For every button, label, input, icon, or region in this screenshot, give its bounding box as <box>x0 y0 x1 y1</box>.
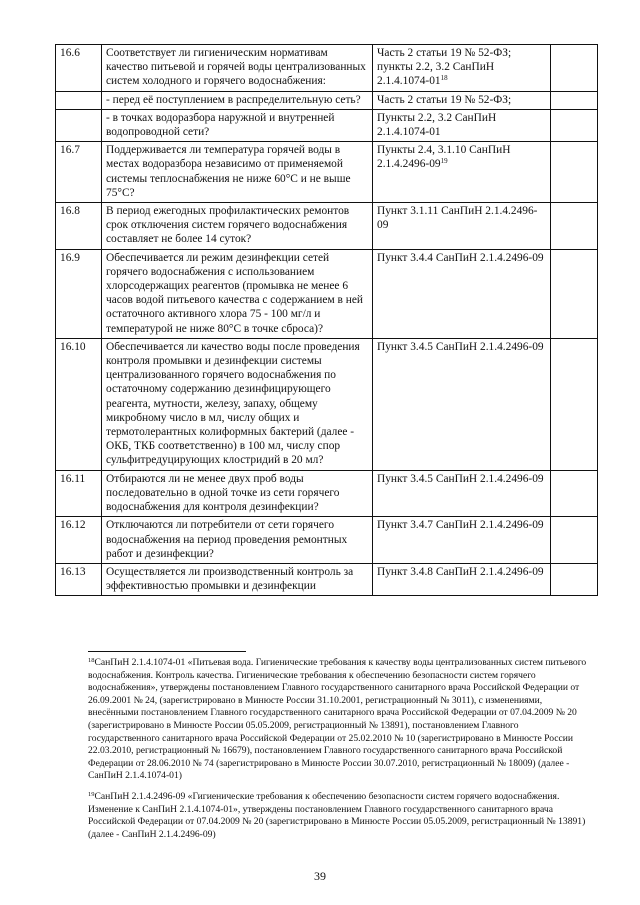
table-row <box>56 142 598 203</box>
answer-cell <box>551 91 598 109</box>
footnote-marker: 19 <box>440 157 448 166</box>
table-row <box>56 203 598 250</box>
legal-reference <box>373 109 551 141</box>
checklist-table <box>55 44 598 596</box>
answer-cell <box>551 45 598 92</box>
footnote-text: СанПиН 2.1.4.2496-09 «Гигиенические требования к обеспечению безопасности систем горячего водоснабжения. Изменение к СанПиН 2.1.4.1074-01», утверждены постановлением Главного государственного санитарного врача Российской Федерации от 07.04.2009 № 20 (зарегистрировано в Минюсте России 05.05.2009, регистрационный № 13891) (далее - СанПиН 2.1.4.2496-09) <box>88 790 586 840</box>
reference-text: Пункты 2.2, 3.2 СанПиН 2.1.4.1074-01 <box>377 111 497 139</box>
item-number: 16.11 <box>56 470 102 517</box>
reference-text: Пункт 3.4.8 СанПиН 2.1.4.2496-09 <box>377 565 544 578</box>
legal-reference <box>373 142 551 203</box>
requirement-question: Осуществляется ли производственный контроль за эффективностью промывки и дезинфекции <box>102 563 373 595</box>
item-number: 16.13 <box>56 563 102 595</box>
footnotes <box>88 657 588 849</box>
reference-text: Пункт 3.4.5 СанПиН 2.1.4.2496-09 <box>377 340 544 353</box>
reference-text: Пункт 3.1.11 СанПиН 2.1.4.2496-09 <box>377 205 538 232</box>
checklist-body <box>56 45 598 596</box>
requirement-question: В период ежегодных профилактических ремонтов срок отключения систем горячего водоснабжения составляет не более 14 суток? <box>102 203 373 250</box>
table-row <box>56 249 598 338</box>
answer-cell <box>551 249 598 338</box>
table-row <box>56 470 598 517</box>
answer-cell <box>551 203 598 250</box>
table-row <box>56 563 598 595</box>
legal-reference <box>373 338 551 470</box>
footnote-text: СанПиН 2.1.4.1074-01 «Питьевая вода. Гигиенические требования к качеству воды централизованных систем питьевого водоснабжения. Контроль качества. Гигиенические требования к обеспечению безопасности систем горячего водоснабжения», утверждены постановлением Главного государственного санитарного врача Российской Федерации от 26.09.2001 № 24, (зарегистрировано в Минюсте России 31.10.2001, регистрационный № 3011), с изменениями, внесёнными постановлением Главного государственного санитарного врача Российской Федерации от 07.04.2009 № 20 (зарегистрировано в Минюсте России 05.05.2009, регистрационный № 13891), постановлением Главного государственного санитарного врача Российской Федерации от 25.02.2010 № 10 (зарегистрировано в Минюсте России 22.03.2010, регистрационный № 16679), постановлением Главного государственного санитарного врача Российской Федерации от 28.06.2010 № 74 (зарегистрировано в Минюсте России 30.07.2010, регистрационный № 18009) (далее - СанПиН 2.1.4.1074-01) <box>88 657 587 782</box>
item-number: 16.8 <box>56 203 102 250</box>
reference-text: Часть 2 статьи 19 № 52-ФЗ; пункты 2.2, 3.2 СанПиН 2.1.4.1074-01 <box>377 47 512 88</box>
requirement-question: Отбираются ли не менее двух проб воды последовательно в одной точке из сети горячего водоснабжения для контроля дезинфекции? <box>102 470 373 517</box>
answer-cell <box>551 109 598 141</box>
requirement-question: Поддерживается ли температура горячей воды в местах водоразбора независимо от применяемой системы теплоснабжения не ниже 60°С и не выше 75°С? <box>102 142 373 203</box>
requirement-question: Обеспечивается ли качество воды после проведения контроля промывки и дезинфекции системы централизованного горячего водоснабжения по остаточному содержанию дезинфицирующего реагента, мутности, железу, запаху, общему микробному число в мл, числу общих и термотолерантных колиформных бактерий (далее - ОКБ, ТКБ соответственно) в 100 мл, числу спор сульфитредуцирующих клостридий в 20 мл? <box>102 338 373 470</box>
item-number: 16.9 <box>56 249 102 338</box>
footnote-mark: 18 <box>88 657 95 664</box>
item-number: 16.7 <box>56 142 102 203</box>
requirement-question: Отключаются ли потребители от сети горячего водоснабжения на период проведения ремонтных работ и дезинфекции? <box>102 517 373 564</box>
footnote <box>88 657 588 783</box>
table-row <box>56 45 598 92</box>
answer-cell <box>551 470 598 517</box>
footnote-divider <box>88 651 246 652</box>
answer-cell <box>551 563 598 595</box>
requirement-question: Обеспечивается ли режим дезинфекции сетей горячего водоснабжения с использованием хлорсодержащих реагентов (промывка не менее 6 часов водой питьевого качества с содержанием в ней остаточного активного хлора 75 - 100 мг/л и температурой не ниже 80°С в точке сброса)? <box>102 249 373 338</box>
legal-reference <box>373 91 551 109</box>
item-number: 16.12 <box>56 517 102 564</box>
footnote <box>88 791 588 841</box>
legal-reference <box>373 203 551 250</box>
requirement-question: - в точках водоразбора наружной и внутренней водопроводной сети? <box>102 109 373 141</box>
table-row <box>56 91 598 109</box>
answer-cell <box>551 142 598 203</box>
legal-reference <box>373 249 551 338</box>
table-row <box>56 109 598 141</box>
answer-cell <box>551 517 598 564</box>
reference-text: Пункт 3.4.5 СанПиН 2.1.4.2496-09 <box>377 472 544 485</box>
footnote-mark: 19 <box>88 790 95 798</box>
table-row <box>56 517 598 564</box>
reference-text: Пункт 3.4.7 СанПиН 2.1.4.2496-09 <box>377 519 544 532</box>
reference-text: Часть 2 статьи 19 № 52-ФЗ; <box>377 93 512 106</box>
page-number: 39 <box>314 869 326 883</box>
requirement-question: Соответствует ли гигиеническим нормативам качество питьевой и горячей воды централизованных систем холодного и горячего водоснабжения: <box>102 45 373 92</box>
legal-reference <box>373 563 551 595</box>
footnote-marker: 18 <box>440 74 448 83</box>
item-number: 16.10 <box>56 338 102 470</box>
legal-reference <box>373 517 551 564</box>
item-number <box>56 91 102 109</box>
requirement-question: - перед её поступлением в распределительную сеть? <box>102 91 373 109</box>
answer-cell <box>551 338 598 470</box>
legal-reference <box>373 45 551 92</box>
reference-text: Пункты 2.4, 3.1.10 СанПиН 2.1.4.2496-09 <box>377 144 511 171</box>
item-number <box>56 109 102 141</box>
table-row <box>56 338 598 470</box>
legal-reference <box>373 470 551 517</box>
reference-text: Пункт 3.4.4 СанПиН 2.1.4.2496-09 <box>377 251 544 264</box>
item-number: 16.6 <box>56 45 102 92</box>
